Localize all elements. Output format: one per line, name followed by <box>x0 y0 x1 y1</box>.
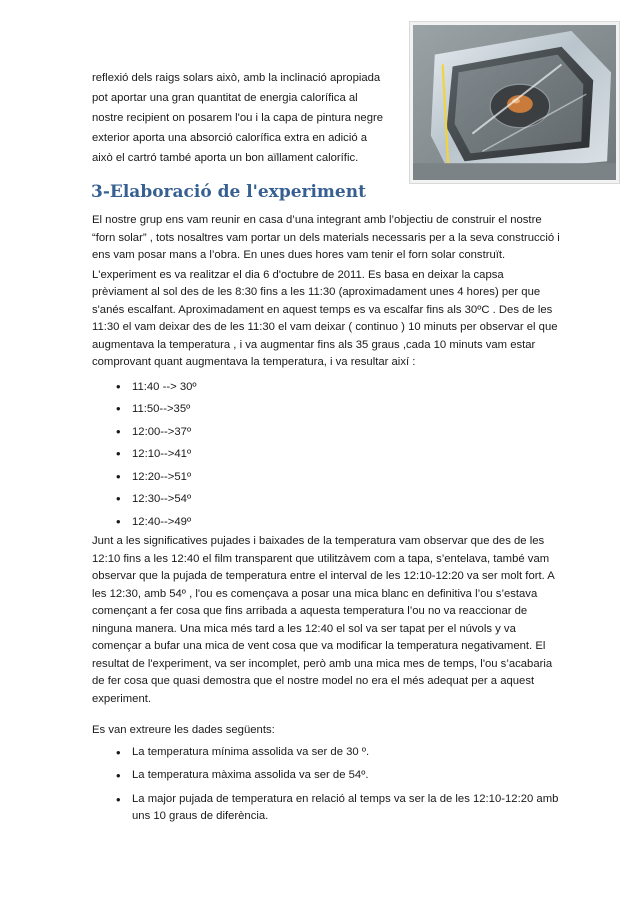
list-item: • 11:50-->35º <box>116 398 562 421</box>
section-body <box>92 212 562 832</box>
list-item: • 12:10-->41º <box>116 443 562 466</box>
list-item: • La major pujada de temperatura en relació al temps va ser la de les 12:10-12:20 amb uns 10 graus de diferència. <box>116 791 562 826</box>
list-item: • La temperatura mínima assolida va ser de 30 º. <box>116 744 562 762</box>
list-item: • La temperatura màxima assolida va ser de 54º. <box>116 767 562 785</box>
list-item: • 11:40 --> 30º <box>116 376 562 399</box>
intro-line: reflexió dels raigs solars això, amb la inclinació apropiada <box>92 72 381 84</box>
list-item: • 12:00-->37º <box>116 421 562 444</box>
intro-line: això el cartró també aporta un bon aïllament calorífic. <box>92 152 359 164</box>
solar-oven-illustration <box>413 25 616 180</box>
paragraph-observations: Junt a les significatives pujades i baixades de la temperatura vam observar que des de les 12:10 fins a les 12:40 el film transparent que utilitzàvem com a tapa, s’entelava, també vam observar que la pujada de temperatura entre el interval de les 12:10-12:20 va ser molt fort. A les 12:30, amb 54º , l'ou es començava a posar una mica blanc en definitiva l’ou s’estava començant a fer cosa que fins arribada a aquesta temperatura l’ou no va reaccionar de ninguna manera. Una mica més tard a les 12:40 el sol va ser tapat per el núvols y va començar a bufar una mica de vent cosa que va modificar la temperatura negativament. El resultat de l'experiment, va ser incomplet, però amb una mica mes de temps, l'ou s’acabaria de fer cosa que quasi demostra que el nostre model no era el més adequat per a aquest experiment. <box>92 535 555 705</box>
results-list <box>116 744 562 826</box>
list-item: • 12:40-->49º <box>116 511 562 534</box>
solar-oven-photo <box>409 21 620 184</box>
paragraph-data-intro: Es van extreure les dades següents: <box>92 724 275 736</box>
list-item: • 12:30-->54º <box>116 488 562 511</box>
list-item: • 12:20-->51º <box>116 466 562 489</box>
paragraph-construction: El nostre grup ens vam reunir en casa d’una integrant amb l’objectiu de construir el nostre “forn solar” , tots nosaltres vam portar un dels materials necessaris per a la seva construcció i ens vam posar mans a l’obra. En unes dues hores vam tenir el forn solar construït. <box>92 214 560 261</box>
intro-paragraph <box>92 68 402 168</box>
intro-line: exterior aporta una absorció calorífica extra en adició a <box>92 132 368 144</box>
temperature-list <box>116 376 562 534</box>
paragraph-experiment: L'experiment es va realitzar el dia 6 d'octubre de 2011. Es basa en deixar la capsa prèviament al sol des de les 8:30 fins a les 11:30 (aproximadament unes 4 hores) per que s'anés escalfant. Aproximadament en aquest temps es va escalfar fins als 30ºC . Des de les 11:30 el vam deixar des de les 11:30 el vam deixar ( continuo ) 10 minuts per observar el que augmentava la temperatura , i va augmentar fins als 35 graus ,cada 10 minuts vam estar comprovant quant augmentava la temperatura, i va resultar així : <box>92 268 558 368</box>
intro-line: nostre recipient on posarem l'ou i la capa de pintura negre <box>92 112 384 124</box>
section-heading: 3-Elaboració de l'experiment <box>91 182 366 202</box>
intro-line: pot aportar una gran quantitat de energia calorífica al <box>92 92 358 104</box>
